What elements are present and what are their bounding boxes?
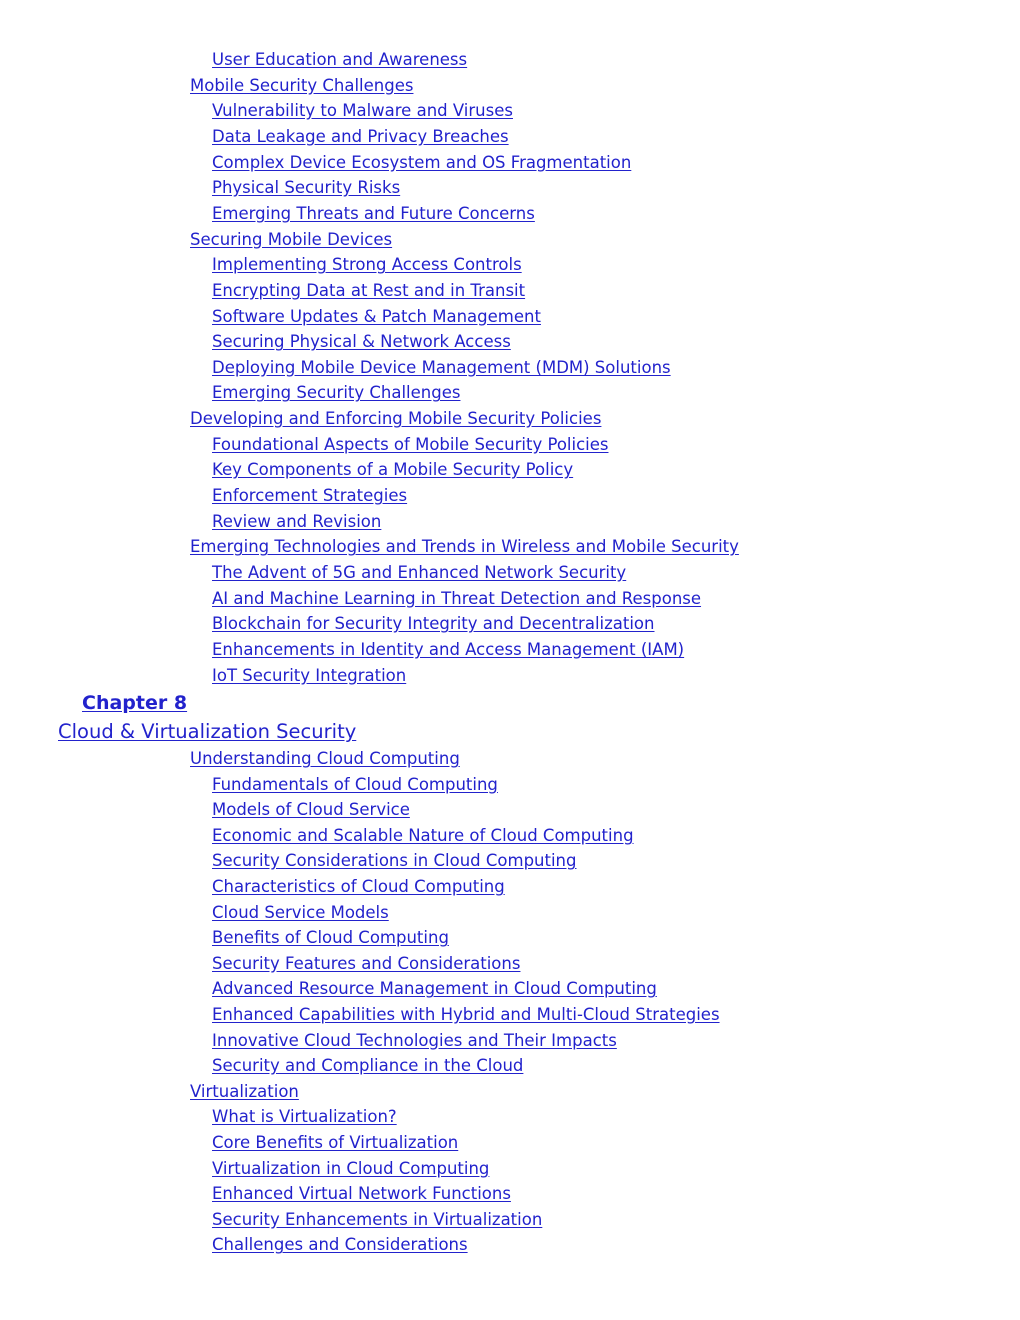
toc-section-link-virtualization[interactable]: Virtualization (190, 1081, 299, 1101)
chapter-8-link[interactable]: Chapter 8 (82, 692, 188, 714)
toc-subsection-link-deploying-mobile-device-management-mdm-solutions[interactable]: Deploying Mobile Device Management (MDM) Solutions (212, 357, 671, 377)
toc-subsection-link-security-features-and-considerations[interactable]: Security Features and Considerations (212, 953, 521, 973)
toc-subsection-link-data-leakage-and-privacy-breaches[interactable]: Data Leakage and Privacy Breaches (212, 126, 509, 146)
toc-subsection-link-what-is-virtualization[interactable]: What is Virtualization? (212, 1107, 397, 1127)
toc-subsection-link-security-considerations-in-cloud-computing[interactable]: Security Considerations in Cloud Computing (212, 851, 577, 871)
toc-subsection-link-security-and-compliance-in-the-cloud[interactable]: Security and Compliance in the Cloud (212, 1056, 524, 1076)
toc-subsection-link-review-and-revision[interactable]: Review and Revision (212, 511, 382, 531)
toc-subsection-link-core-benefits-of-virtualization[interactable]: Core Benefits of Virtualization (212, 1133, 459, 1152)
toc-section-link-emerging-technologies-and-trends-in-wireless-and-mobile-security[interactable]: Emerging Technologies and Trends in Wireless and Mobile Security (190, 537, 739, 557)
toc-subsection-link-ai-and-machine-learning-in-threat-detection-and-response[interactable]: AI and Machine Learning in Threat Detection and Response (212, 588, 702, 608)
toc-subsection-link-enforcement-strategies[interactable]: Enforcement Strategies (212, 486, 408, 506)
toc-subsection-link-vulnerability-to-malware-and-viruses[interactable]: Vulnerability to Malware and Viruses (212, 101, 513, 121)
toc-subsection-link-encrypting-data-at-rest-and-in-transit[interactable]: Encrypting Data at Rest and in Transit (212, 280, 526, 300)
toc-section-link-developing-and-enforcing-mobile-security-policies[interactable]: Developing and Enforcing Mobile Security Policies (190, 409, 602, 429)
toc-subsection-link-benefits-of-cloud-computing[interactable]: Benefits of Cloud Computing (212, 928, 449, 948)
toc-subsection-link-emerging-security-challenges[interactable]: Emerging Security Challenges (212, 383, 461, 403)
toc-section-link-understanding-cloud-computing[interactable]: Understanding Cloud Computing (190, 749, 460, 768)
toc-subsection-link-advanced-resource-management-in-cloud-computing[interactable]: Advanced Resource Management in Cloud Computing (212, 979, 657, 999)
toc-subsection-link-implementing-strong-access-controls[interactable]: Implementing Strong Access Controls (212, 255, 522, 275)
toc-subsection-link-securing-physical-network-access[interactable]: Securing Physical & Network Access (212, 332, 511, 352)
toc-subsection-link-characteristics-of-cloud-computing[interactable]: Characteristics of Cloud Computing (212, 877, 505, 896)
toc-subsection-link-user-education-and-awareness[interactable]: User Education and Awareness (212, 50, 468, 69)
toc-section-link-securing-mobile-devices[interactable]: Securing Mobile Devices (190, 229, 393, 249)
toc-subsection-link-the-advent-of-5g-and-enhanced-network-security[interactable]: The Advent of 5G and Enhanced Network Security (212, 563, 627, 582)
toc-subsection-link-enhanced-capabilities-with-hybrid-and-multi-cloud-strategies[interactable]: Enhanced Capabilities with Hybrid and Multi-Cloud Strategies (212, 1005, 720, 1024)
toc-subsection-link-economic-and-scalable-nature-of-cloud-computing[interactable]: Economic and Scalable Nature of Cloud Computing (212, 825, 634, 845)
toc-subsection-link-software-updates-patch-management[interactable]: Software Updates & Patch Management (212, 306, 541, 326)
toc-subsection-link-enhancements-in-identity-and-access-management-iam[interactable]: Enhancements in Identity and Access Management (IAM) (212, 639, 685, 659)
toc-subsection-link-fundamentals-of-cloud-computing[interactable]: Fundamentals of Cloud Computing (212, 774, 498, 794)
toc-subsection-link-challenges-and-considerations[interactable]: Challenges and Considerations (212, 1235, 468, 1255)
toc-subsection-link-complex-device-ecosystem-and-os-fragmentation[interactable]: Complex Device Ecosystem and OS Fragmentation (212, 152, 632, 172)
toc-subsection-link-iot-security-integration[interactable]: IoT Security Integration (212, 665, 407, 685)
toc-subsection-link-cloud-service-models[interactable]: Cloud Service Models (212, 902, 389, 922)
toc-subsection-link-physical-security-risks[interactable]: Physical Security Risks (212, 178, 401, 198)
toc-section-link-mobile-security-challenges[interactable]: Mobile Security Challenges (190, 75, 414, 95)
toc-subsection-link-enhanced-virtual-network-functions[interactable]: Enhanced Virtual Network Functions (212, 1184, 511, 1204)
toc-subsection-link-models-of-cloud-service[interactable]: Models of Cloud Service (212, 800, 410, 820)
toc-subsection-link-emerging-threats-and-future-concerns[interactable]: Emerging Threats and Future Concerns (212, 203, 535, 223)
toc-subsection-link-security-enhancements-in-virtualization[interactable]: Security Enhancements in Virtualization (212, 1209, 543, 1229)
chapter-title-link[interactable]: Cloud & Virtualization Security (58, 720, 357, 743)
toc-subsection-link-key-components-of-a-mobile-security-policy[interactable]: Key Components of a Mobile Security Policy (212, 460, 574, 480)
toc-subsection-link-foundational-aspects-of-mobile-security-policies[interactable]: Foundational Aspects of Mobile Security Policies (212, 434, 609, 454)
toc-subsection-link-innovative-cloud-technologies-and-their-impacts[interactable]: Innovative Cloud Technologies and Their Impacts (212, 1030, 617, 1050)
toc-subsection-link-blockchain-for-security-integrity-and-decentralization[interactable]: Blockchain for Security Integrity and Decentralization (212, 614, 655, 634)
toc-subsection-link-virtualization-in-cloud-computing[interactable]: Virtualization in Cloud Computing (212, 1158, 490, 1178)
